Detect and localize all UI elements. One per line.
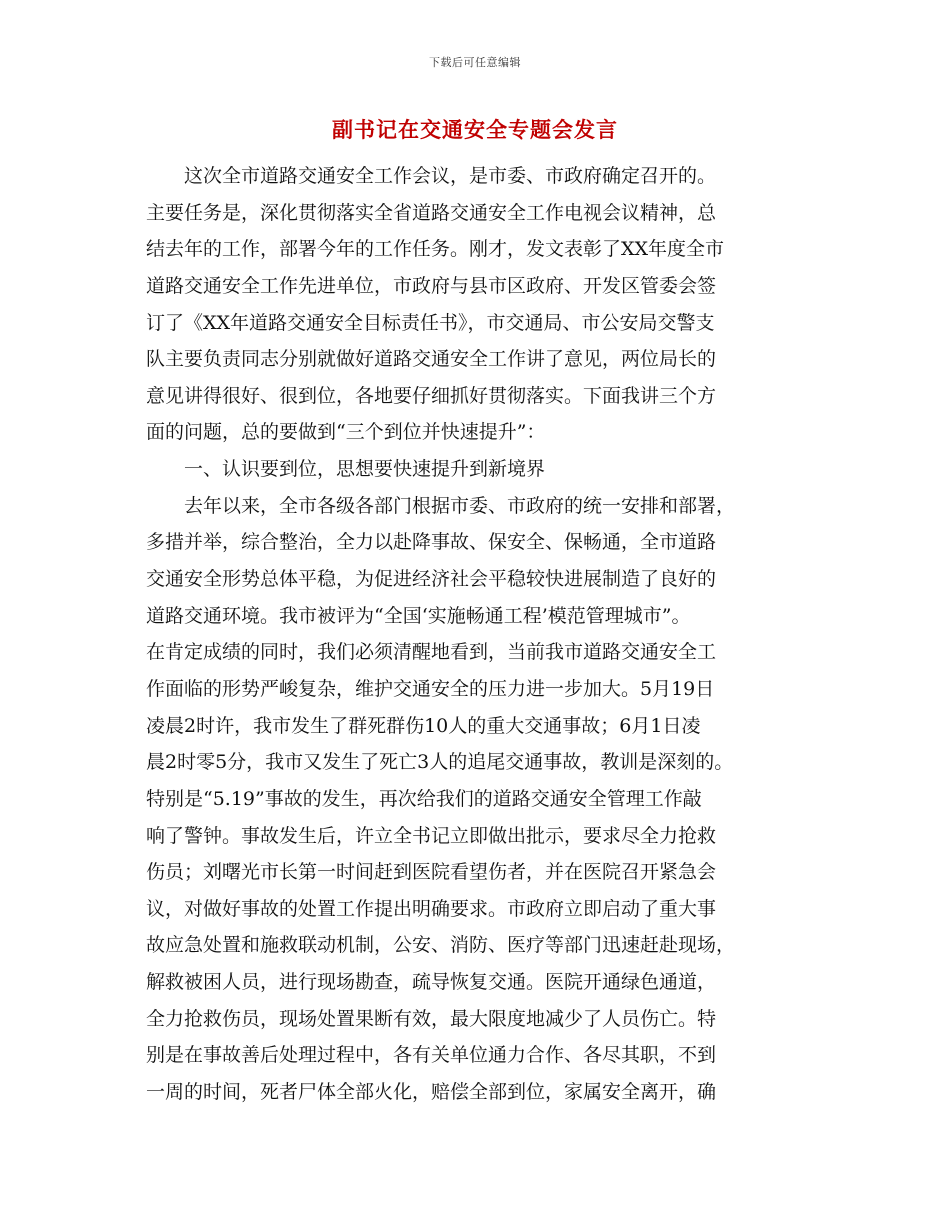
paragraph-line: 议，对做好事故的处置工作提出明确要求。市政府立即启动了重大事 [146,897,717,920]
paragraph-line: 别是在事故善后处理过程中，各有关单位通力合作、各尽其职，不到 [146,1044,717,1067]
paragraph-line: 在肯定成绩的同时，我们必须清醒地看到，当前我市道路交通安全工 [146,641,717,664]
paragraph-line: 伤员；刘曙光市长第一时间赶到医院看望伤者，并在医院召开紧急会 [146,861,717,884]
paragraph-line: 故应急处置和施救联动机制，公安、消防、医疗等部门迅速赶赴现场， [146,934,736,957]
paragraph-line: 去年以来，全市各级各部门根据市委、市政府的统一安排和部署， [184,494,736,517]
paragraph-line: 队主要负责同志分别就做好道路交通安全工作讲了意见，两位局长的 [146,348,717,371]
paragraph-line: 道路交通安全工作先进单位，市政府与县市区政府、开发区管委会签 [146,274,717,297]
document-title: 副书记在交通安全专题会发言 [332,117,618,142]
paragraph-line: 全力抢救伤员，现场处置果断有效，最大限度地减少了人员伤亡。特 [146,1007,717,1030]
paragraph-line: 订了《XX年道路交通安全目标责任书》，市交通局、市公安局交警支 [146,311,715,334]
paragraph-line: 作面临的形势严峻复杂，维护交通安全的压力进一步加大。5月19日 [146,677,715,700]
document-body [146,158,826,1111]
paragraph-line: 晨2时零5分，我市又发生了死亡3人的追尾交通事故，教训是深刻的。 [146,751,734,774]
paragraph-line: 意见讲得很好、很到位，各地要仔细抓好贯彻落实。下面我讲三个方 [146,384,717,407]
paragraph-line: 道路交通环境。我市被评为“全国‘实施畅通工程’模范管理城市”。 [146,604,691,627]
paragraph-line: 结去年的工作，部署今年的工作任务。刚才，发文表彰了XX年度全市 [146,238,725,261]
paragraph-line: 响了警钟。事故发生后，许立全书记立即做出批示，要求尽全力抢救 [146,824,717,847]
paragraph-line: 主要任务是，深化贯彻落实全省道路交通安全工作电视会议精神，总 [146,201,717,224]
paragraph-line: 这次全市道路交通安全工作会议，是市委、市政府确定召开的。 [184,165,717,187]
section-heading: 一、认识要到位，思想要快速提升到新境界 [184,458,546,481]
paragraph-line: 特别是“5.19”事故的发生，再次给我们的道路交通安全管理工作敲 [146,787,702,810]
header-note: 下载后可任意编辑 [429,56,521,69]
paragraph-line: 交通安全形势总体平稳，为促进经济社会平稳较快进展制造了良好的 [146,568,717,591]
paragraph-line: 多措并举，综合整治，全力以赴降事故、保安全、保畅通，全市道路 [146,531,717,554]
paragraph-line: 解救被困人员，进行现场勘查，疏导恢复交通。医院开通绿色通道， [146,971,717,994]
paragraph-line: 面的问题，总的要做到“三个到位并快速提升”： [146,421,546,444]
paragraph-line: 凌晨2时许，我市发生了群死群伤10人的重大交通事故；6月1日凌 [146,714,701,737]
paragraph-line: 一周的时间，死者尸体全部火化，赔偿全部到位，家属安全离开，确 [146,1081,717,1104]
